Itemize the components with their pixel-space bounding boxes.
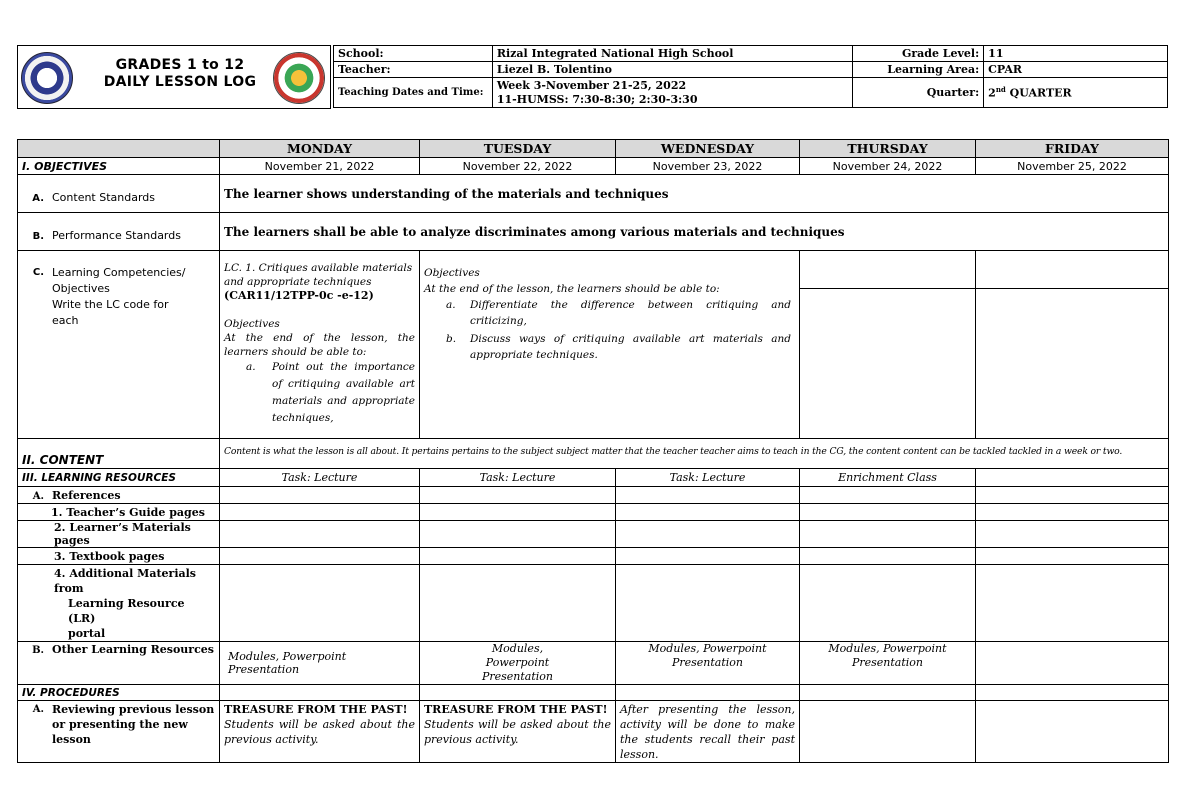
corner-cell (18, 140, 220, 158)
proc-monday (220, 685, 420, 701)
day-header-tuesday: TUESDAY (420, 140, 616, 158)
list-item (424, 331, 795, 363)
reviewing-monday-text: Students will be asked about the previous activity. (224, 718, 415, 746)
reviewing-tuesday-text: Students will be asked about the previous activity. (424, 718, 611, 746)
am-friday (976, 565, 1169, 642)
date-thursday: November 24, 2022 (800, 158, 976, 175)
content-text: Content is what the lesson is all about. It pertains pertains to the subject subject matter that the teacher teacher aims to teach in the CG, the content content can be tackled tackled in a week or two. (220, 439, 1169, 469)
grade-level-value: 11 (984, 46, 1168, 62)
task-tuesday: Task: Lecture (420, 469, 616, 487)
other-resources-monday: Modules, Powerpoint Presentation (220, 642, 420, 685)
learning-competencies-row (18, 251, 1169, 289)
performance-standards-row (18, 213, 1169, 251)
quarter-value (984, 78, 1168, 108)
monday-lc-text: LC. 1. Critiques available materials and appropriate techniques (224, 262, 413, 288)
day-header-friday: FRIDAY (976, 140, 1169, 158)
other-resources-text: Other Learning Resources (52, 643, 214, 656)
other-resources-label (18, 642, 220, 685)
content-standards-row (18, 175, 1169, 213)
monday-lc-code: (CAR11/12TPP-0c -e-12) (224, 289, 374, 302)
additional-materials-line3: portal (68, 627, 106, 640)
lm-monday (220, 521, 420, 548)
day-header-row (18, 140, 1169, 158)
teacher-label: Teacher: (334, 62, 493, 78)
reviewing-letter: A. (32, 704, 44, 715)
content-standards-label (18, 175, 220, 213)
tg-monday (220, 504, 420, 521)
proc-friday (976, 685, 1169, 701)
reviewing-label (18, 701, 220, 763)
date-friday: November 25, 2022 (976, 158, 1169, 175)
content-standards-text-label: Content Standards (52, 191, 156, 204)
list-marker: b. (446, 333, 457, 345)
am-tuesday (420, 565, 616, 642)
quarter-suffix: nd (995, 85, 1006, 95)
date-wednesday: November 23, 2022 (616, 158, 800, 175)
tg-thursday (800, 504, 976, 521)
quarter-word: QUARTER (1009, 86, 1072, 100)
reviewing-line3: lesson (52, 733, 91, 746)
references-thursday (800, 487, 976, 504)
proc-wednesday (616, 685, 800, 701)
content-standards-value: The learner shows understanding of the materials and techniques (220, 175, 1169, 213)
dates-row (18, 158, 1169, 175)
references-monday (220, 487, 420, 504)
list-item-text: Discuss ways of critiquing available art materials and appropriate techniques. (470, 333, 791, 361)
tb-wednesday (616, 548, 800, 565)
learning-competencies-letter: C. (32, 267, 44, 278)
deped-seal-icon (21, 52, 73, 104)
lm-thursday (800, 521, 976, 548)
list-item (224, 359, 415, 427)
references-label (18, 487, 220, 504)
tue-wed-objectives-heading: Objectives (424, 267, 480, 279)
other-resources-row (18, 642, 1169, 685)
tb-thursday (800, 548, 976, 565)
tb-monday (220, 548, 420, 565)
additional-materials-label (18, 565, 220, 642)
reviewing-row (18, 701, 1169, 763)
thursday-lc-top-cell (800, 251, 976, 289)
monday-objectives-heading: Objectives (224, 318, 280, 330)
additional-materials-line2: Learning Resource (LR) (68, 597, 185, 625)
list-marker: a. (246, 361, 256, 373)
reviewing-monday (220, 701, 420, 763)
reviewing-monday-title: TREASURE FROM THE PAST! (224, 703, 408, 716)
proc-tuesday (420, 685, 616, 701)
grade-level-label: Grade Level: (853, 46, 984, 62)
other-resources-wednesday: Modules, Powerpoint Presentation (616, 642, 800, 685)
learning-competencies-label (18, 251, 220, 439)
school-seal-icon (273, 52, 325, 104)
day-header-thursday: THURSDAY (800, 140, 976, 158)
lc-label-line1: Learning Competencies/ (52, 266, 186, 279)
tue-wed-objectives-cell (420, 251, 800, 439)
monday-objectives-intro: At the end of the lesson, the learners should be able to: (224, 332, 415, 358)
teaching-dates-value (492, 78, 852, 108)
learning-resources-row (18, 469, 1169, 487)
tb-tuesday (420, 548, 616, 565)
monday-objectives-list (224, 359, 415, 427)
day-header-wednesday: WEDNESDAY (616, 140, 800, 158)
learning-resources-heading: III. LEARNING RESOURCES (18, 469, 220, 487)
school-value: Rizal Integrated National High School (492, 46, 852, 62)
learning-area-label: Learning Area: (853, 62, 984, 78)
references-tuesday (420, 487, 616, 504)
tg-tuesday (420, 504, 616, 521)
tue-wed-objectives-list (424, 297, 795, 363)
references-text: References (52, 488, 121, 502)
objectives-heading: I. OBJECTIVES (18, 158, 220, 175)
reviewing-thursday (800, 701, 976, 763)
date-monday: November 21, 2022 (220, 158, 420, 175)
learners-materials-row (18, 521, 1169, 548)
tb-friday (976, 548, 1169, 565)
learners-materials-label: 2. Learner’s Materials pages (18, 521, 220, 548)
learning-area-value: CPAR (984, 62, 1168, 78)
task-friday (976, 469, 1169, 487)
teaching-dates-week: Week 3-November 21-25, 2022 (496, 78, 687, 92)
daily-lesson-log-table (17, 139, 1169, 763)
other-resources-tuesday: Modules, Powerpoint Presentation (420, 642, 616, 685)
performance-standards-label (18, 213, 220, 251)
teaching-dates-label: Teaching Dates and Time: (334, 78, 493, 108)
procedures-heading: IV. PROCEDURES (18, 685, 220, 701)
additional-materials-line1: 4. Additional Materials from (54, 567, 196, 595)
school-label: School: (334, 46, 493, 62)
task-thursday: Enrichment Class (800, 469, 976, 487)
header-title-box (17, 45, 331, 109)
list-item-text: Point out the importance of critiquing available art materials and appropriate techniques, (272, 361, 415, 424)
performance-standards-letter: B. (32, 231, 44, 242)
header-title-line1: GRADES 1 to 12 (115, 57, 245, 73)
date-tuesday: November 22, 2022 (420, 158, 616, 175)
content-heading: II. CONTENT (18, 439, 220, 469)
list-marker: a. (446, 299, 456, 311)
friday-lc-bottom-cell (976, 289, 1169, 439)
list-item-text: Differentiate the difference between critiquing and criticizing, (470, 299, 791, 327)
header-info-table (333, 45, 1168, 108)
performance-standards-value: The learners shall be able to analyze discriminates among various materials and techniques (220, 213, 1169, 251)
teachers-guide-row (18, 504, 1169, 521)
thursday-lc-bottom-cell (800, 289, 976, 439)
header-title (88, 57, 272, 91)
other-resources-letter: B. (32, 645, 44, 656)
lm-wednesday (616, 521, 800, 548)
quarter-number: 2 (988, 86, 996, 100)
references-friday (976, 487, 1169, 504)
teachers-guide-label: 1. Teacher’s Guide pages (18, 504, 220, 521)
references-wednesday (616, 487, 800, 504)
tue-wed-objectives-intro: At the end of the lesson, the learners should be able to: (424, 283, 720, 295)
header-title-line2: DAILY LESSON LOG (103, 74, 257, 90)
day-header-monday: MONDAY (220, 140, 420, 158)
references-letter: A. (32, 490, 44, 502)
lm-tuesday (420, 521, 616, 548)
content-row (18, 439, 1169, 469)
task-wednesday: Task: Lecture (616, 469, 800, 487)
lm-friday (976, 521, 1169, 548)
reviewing-tuesday-title: TREASURE FROM THE PAST! (424, 703, 608, 716)
friday-lc-top-cell (976, 251, 1169, 289)
reviewing-line2: or presenting the new (52, 718, 188, 731)
other-resources-friday (976, 642, 1169, 685)
am-monday (220, 565, 420, 642)
lc-label-line4: each (52, 314, 79, 327)
tg-friday (976, 504, 1169, 521)
reviewing-tuesday (420, 701, 616, 763)
quarter-label: Quarter: (853, 78, 984, 108)
am-wednesday (616, 565, 800, 642)
procedures-row (18, 685, 1169, 701)
references-row (18, 487, 1169, 504)
task-monday: Task: Lecture (220, 469, 420, 487)
reviewing-wednesday: After presenting the lesson, activity will be done to make the students recall their past lesson. (616, 701, 800, 763)
reviewing-friday (976, 701, 1169, 763)
proc-thursday (800, 685, 976, 701)
list-item (424, 297, 795, 329)
textbook-label: 3. Textbook pages (18, 548, 220, 565)
lc-label-line2: Objectives (52, 282, 110, 295)
lesson-log-header (17, 45, 1168, 109)
teaching-dates-time: 11-HUMSS: 7:30-8:30; 2:30-3:30 (496, 92, 698, 106)
other-resources-thursday: Modules, Powerpoint Presentation (800, 642, 976, 685)
lc-label-line3: Write the LC code for (52, 298, 169, 311)
tg-wednesday (616, 504, 800, 521)
additional-materials-row (18, 565, 1169, 642)
performance-standards-text-label: Performance Standards (52, 229, 181, 242)
reviewing-line1: Reviewing previous lesson (52, 703, 215, 716)
content-standards-letter: A. (32, 193, 44, 204)
am-thursday (800, 565, 976, 642)
textbook-row (18, 548, 1169, 565)
monday-objectives-cell (220, 251, 420, 439)
teacher-value: Liezel B. Tolentino (492, 62, 852, 78)
